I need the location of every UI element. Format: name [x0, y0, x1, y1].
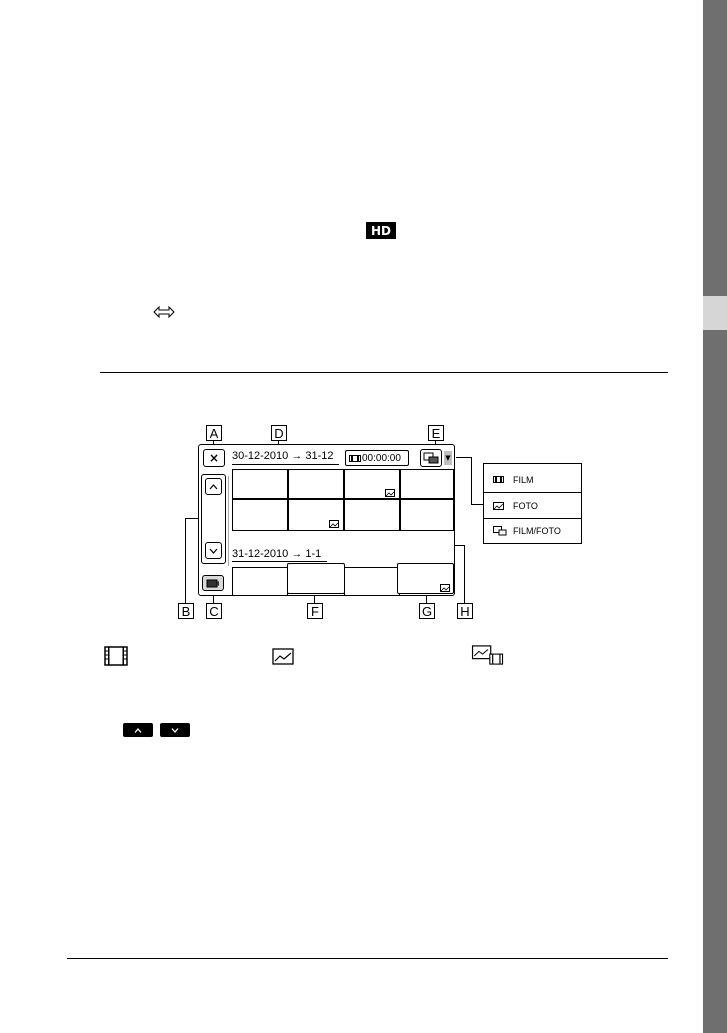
callout-c: C	[206, 603, 222, 619]
chevron-down-icon	[209, 548, 218, 554]
close-button[interactable]: ×	[203, 449, 225, 467]
thumbnail[interactable]	[288, 469, 344, 499]
photo-icon	[272, 647, 294, 667]
hd-icon: HD	[366, 222, 396, 239]
section-divider	[100, 372, 668, 373]
scroll-track	[228, 476, 229, 566]
photo-icon	[385, 489, 395, 497]
menu-item-label: FOTO	[513, 500, 538, 511]
date-range-label: 30-12-2010 → 31-12	[232, 450, 334, 462]
leader-e-popup-3	[471, 504, 483, 505]
scroll-down-key-icon	[160, 723, 190, 737]
page-edge-tab[interactable]	[703, 296, 727, 330]
mode-select-button[interactable]	[420, 449, 442, 467]
camcorder-icon	[206, 579, 220, 588]
thumbnail[interactable]	[400, 469, 454, 499]
date-range-label: 31-12-2010 → 1-1	[232, 548, 322, 560]
scroll-panel	[201, 474, 226, 564]
footer-divider	[67, 958, 668, 959]
thumbnail[interactable]	[344, 469, 400, 499]
scroll-down-button[interactable]	[205, 542, 222, 559]
film-photo-icon	[493, 526, 507, 536]
callout-f: F	[307, 603, 323, 619]
chevron-up-icon	[209, 484, 218, 490]
thumbnail-selected[interactable]	[397, 563, 454, 594]
menu-item-label: FILM	[513, 474, 534, 485]
leader-h-3	[464, 545, 465, 603]
callout-e: E	[428, 425, 444, 441]
callout-g: G	[419, 603, 435, 619]
menu-item-label: FILM/FOTO	[513, 525, 561, 536]
menu-item-film[interactable]	[484, 466, 583, 493]
scroll-up-button[interactable]	[205, 478, 222, 495]
thumbnail[interactable]	[232, 499, 288, 531]
thumbnail[interactable]	[288, 499, 344, 531]
swap-arrows-icon	[153, 304, 175, 320]
film-icon	[493, 476, 504, 483]
leader-e-popup-1	[456, 457, 472, 458]
thumbnail[interactable]	[400, 499, 454, 531]
film-photo-icon	[423, 452, 439, 464]
camcorder-screen	[198, 444, 455, 596]
callout-h: H	[457, 603, 473, 619]
view-mode-menu	[483, 463, 582, 544]
thumbnail[interactable]	[232, 567, 288, 595]
leader-e-popup-2	[471, 457, 472, 504]
date-underline	[232, 464, 339, 465]
timecode-box	[345, 450, 409, 466]
callout-b: B	[178, 603, 194, 619]
leader-g	[426, 595, 427, 603]
film-icon	[104, 646, 128, 666]
thumbnail-selected[interactable]	[287, 563, 345, 594]
menu-item-film-photo[interactable]	[484, 517, 583, 544]
callout-a: A	[206, 425, 222, 441]
leader-b	[185, 518, 186, 603]
callout-d: D	[271, 425, 287, 441]
scroll-up-key-icon	[123, 723, 153, 737]
menu-item-photo[interactable]	[484, 492, 583, 519]
chevron-down-icon: ▼	[445, 454, 451, 462]
thumbnail[interactable]	[232, 469, 288, 499]
date-underline	[232, 561, 327, 562]
timecode-value: 00:00:00	[362, 452, 401, 464]
thumbnail[interactable]	[344, 499, 400, 531]
photo-icon	[440, 584, 450, 592]
film-strip-icon	[349, 455, 361, 462]
photo-icon	[493, 502, 504, 510]
thumbnail[interactable]	[344, 567, 400, 595]
photo-icon	[329, 520, 339, 528]
page-edge-bar	[703, 0, 727, 1033]
film-photo-icon	[470, 645, 506, 665]
camera-mode-button[interactable]	[202, 575, 224, 591]
mode-dropdown-toggle[interactable]	[444, 451, 452, 465]
